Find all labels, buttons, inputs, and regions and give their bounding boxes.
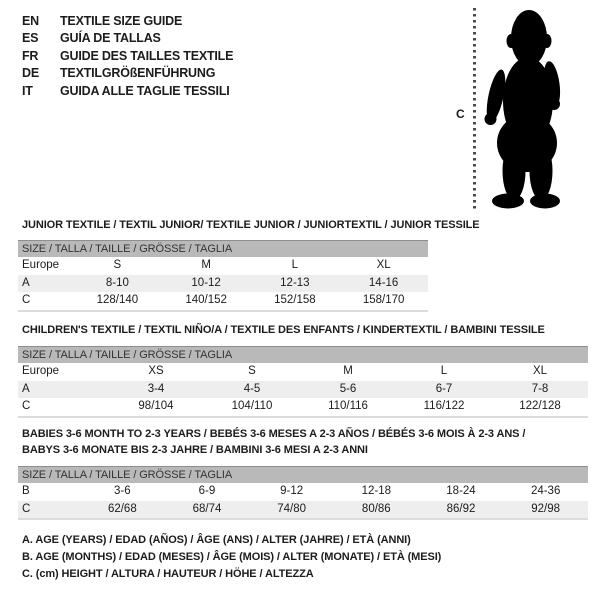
figure-area [450, 0, 600, 218]
cell: 3-6 [114, 485, 131, 497]
row-label: Europe [22, 259, 60, 271]
cell: 92/98 [531, 502, 561, 515]
cell: 5-6 [339, 382, 357, 395]
lang-row-de [22, 65, 233, 82]
row-label: B [22, 485, 30, 497]
table-row [18, 398, 588, 416]
cell: 8-10 [105, 276, 129, 289]
cell: 10-12 [191, 276, 221, 289]
cell: 110/116 [328, 400, 368, 412]
cell: 3-4 [147, 382, 165, 395]
cell: 68/74 [192, 502, 222, 515]
cell: S [113, 259, 122, 271]
cell: 122/128 [519, 400, 561, 412]
cell: L [440, 365, 448, 377]
table-junior [18, 240, 428, 312]
cell: 104/110 [231, 400, 273, 412]
lang-title: GUIDA ALLE TAGLIE TESSILI [60, 83, 230, 98]
row-label: A [22, 382, 30, 395]
toddler-silhouette-icon [484, 8, 566, 210]
table-row [18, 501, 588, 519]
table-children [18, 346, 588, 418]
cell: 18-24 [446, 485, 476, 497]
cell: 9-12 [280, 485, 304, 497]
row-label: C [22, 502, 31, 515]
cell: 158/170 [362, 294, 405, 306]
lang-row-en [22, 13, 233, 30]
footnotes [22, 532, 441, 583]
lang-code: EN [22, 14, 39, 28]
table-header-size: SIZE / TALLA / TAILLE / GRÖSSE / TAGLIA [18, 346, 588, 363]
cell: 4-5 [243, 382, 261, 395]
row-label: A [22, 276, 30, 289]
cell: S [248, 365, 256, 377]
lang-row-es [22, 30, 233, 47]
lang-code: IT [22, 83, 33, 98]
table-row [18, 257, 428, 275]
cell: 6-7 [435, 382, 453, 395]
height-measure-label: C [456, 107, 465, 121]
cell: M [343, 365, 353, 377]
section-title-babies-line1: BABIES 3-6 MONTH TO 2-3 YEARS / BEBÉS 3-6 MESES A 2-3 AÑOS / BÉBÉS 3-6 MOIS À 2-3 ANS / [22, 428, 526, 440]
cell: 62/68 [107, 502, 137, 515]
cell: XS [148, 365, 164, 377]
lang-code: ES [22, 31, 39, 46]
lang-code: FR [22, 48, 39, 63]
cell: 74/80 [277, 502, 307, 515]
language-title-list [22, 13, 233, 100]
lang-title: GUIDE DES TAILLES TEXTILE [60, 48, 234, 63]
lang-row-it [22, 83, 233, 100]
table-row [18, 483, 588, 501]
cell: 98/104 [138, 400, 174, 412]
cell: 116/122 [423, 400, 465, 412]
table-row [18, 292, 428, 310]
cell: 7-8 [531, 382, 549, 395]
row-label: C [22, 400, 31, 412]
cell: 86/92 [446, 502, 476, 515]
table-row [18, 363, 588, 381]
cell: 152/158 [274, 294, 316, 306]
section-title-junior: JUNIOR TEXTILE / TEXTIL JUNIOR/ TEXTILE JUNIOR / JUNIORTEXTIL / JUNIOR TESSILE [22, 219, 480, 231]
cell: 140/152 [185, 294, 227, 306]
footnote-b: B. AGE (MONTHS) / EDAD (MESES) / ÂGE (MOIS) / ALTER (MONATE) / ETÀ (MESI) [22, 551, 442, 563]
table-babies [18, 466, 588, 520]
footnote-c: C. (cm) HEIGHT / ALTURA / HAUTEUR / HÖHE / ALTEZZA [22, 568, 314, 580]
lang-title: TEXTILE SIZE GUIDE [60, 14, 183, 28]
cell: L [291, 259, 299, 271]
cell: 24-36 [530, 485, 561, 497]
cell: 6-9 [198, 485, 216, 497]
cell: 12-18 [361, 485, 392, 497]
cell: 128/140 [96, 294, 139, 306]
cell: XL [532, 365, 548, 377]
table-header-size: SIZE / TALLA / TAILLE / GRÖSSE / TAGLIA [18, 466, 588, 483]
section-title-children: CHILDREN'S TEXTILE / TEXTIL NIÑO/A / TEXTILE DES ENFANTS / KINDERTEXTIL / BAMBINI TESSILE [22, 324, 545, 336]
table-row [18, 381, 588, 399]
footnote-a: A. AGE (YEARS) / EDAD (AÑOS) / ÂGE (ANS) / ALTER (JAHRE) / ETÀ (ANNI) [22, 534, 411, 546]
lang-row-fr [22, 48, 233, 65]
row-label: Europe [22, 365, 60, 377]
table-row [18, 275, 428, 293]
cell: M [201, 259, 211, 271]
cell: 12-13 [280, 276, 310, 289]
cell: 14-16 [368, 276, 399, 289]
lang-title: TEXTILGRÖßENFÜHRUNG [60, 66, 216, 81]
lang-code: DE [22, 66, 39, 81]
lang-title: GUÍA DE TALLAS [60, 31, 161, 46]
table-header-size: SIZE / TALLA / TAILLE / GRÖSSE / TAGLIA [18, 240, 428, 257]
height-measure-dashed-line [473, 8, 476, 212]
cell: XL [376, 259, 391, 271]
row-label: C [22, 294, 31, 306]
cell: 80/86 [361, 502, 391, 515]
section-title-babies-line2: BABYS 3-6 MONATE BIS 2-3 JAHRE / BAMBINI 3-6 MESI A 2-3 ANNI [22, 444, 368, 456]
